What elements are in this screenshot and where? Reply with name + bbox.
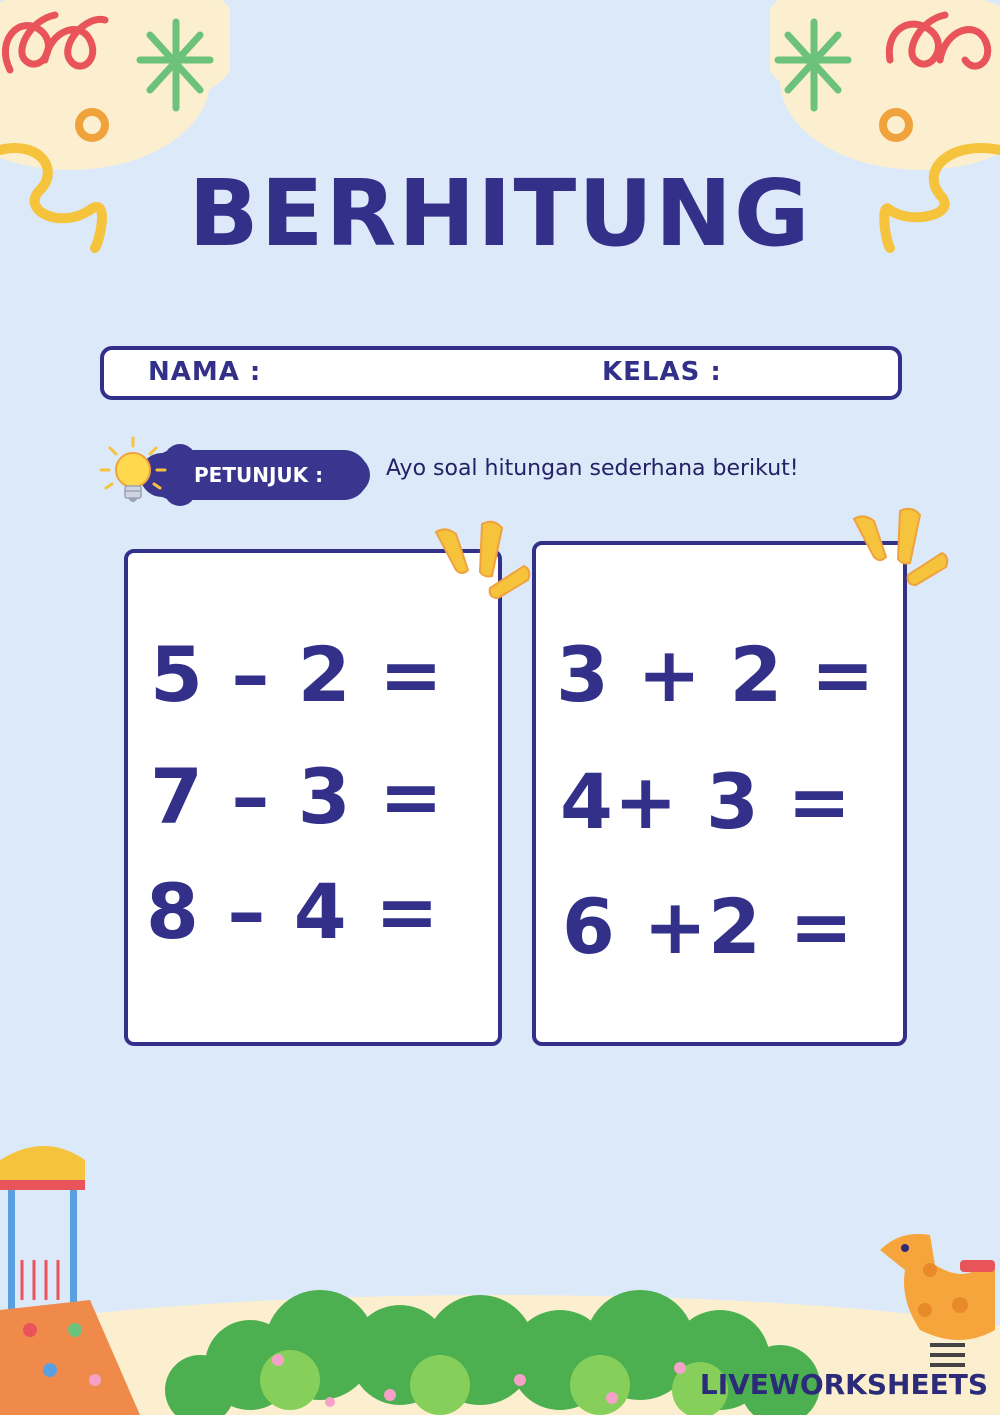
sparkle-accent-left: [432, 518, 532, 604]
nama-label: NAMA :: [148, 357, 262, 387]
lightbulb-icon: [98, 436, 168, 514]
equation-left-2: 7 – 3 =: [150, 752, 444, 841]
equation-right-1: 3 + 2 =: [556, 630, 876, 719]
kelas-label: KELAS :: [602, 357, 722, 387]
liveworksheets-logo: LIVEWORKSHEETS: [699, 1368, 988, 1401]
equation-left-3: 8 – 4 =: [146, 867, 440, 956]
instruction-text: Ayo soal hitungan sederhana berikut!: [386, 456, 799, 481]
page-title: BERHITUNG: [188, 160, 812, 267]
petunjuk-label: PETUNJUK :: [150, 450, 368, 500]
equation-right-3: 6 +2 =: [562, 882, 855, 971]
equation-right-2: 4+ 3 =: [560, 757, 853, 846]
sparkle-accent-right: [850, 505, 950, 591]
slide-icon: [0, 1146, 140, 1415]
equation-left-1: 5 – 2 =: [150, 630, 444, 719]
